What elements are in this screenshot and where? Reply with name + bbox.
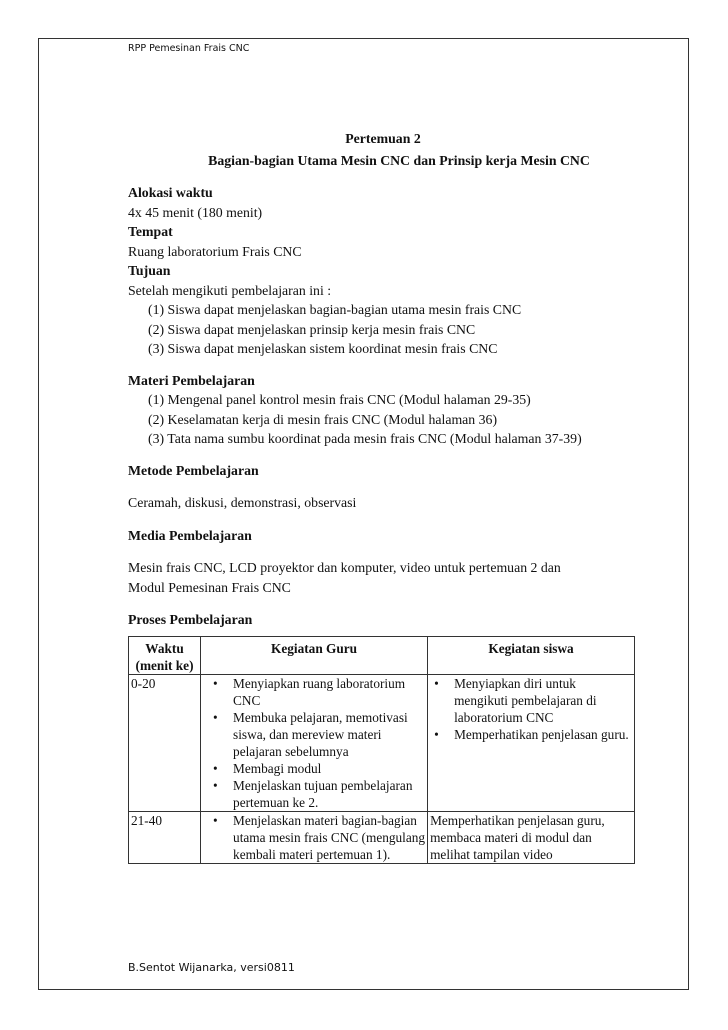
list-item: • Memperhatikan penjelasan guru. [430,726,632,743]
table-header-row [129,636,635,674]
proses-table [128,636,635,864]
meeting-title: Pertemuan 2 [345,131,421,146]
metode-label: Metode Pembelajaran [128,462,259,478]
guru-cell [201,674,428,811]
tempat-value: Ruang laboratorium Frais CNC [128,243,302,259]
waktu-cell: 21-40 [129,811,201,863]
list-item: • Menjelaskan tujuan pembelajaran pertemuan ke 2. [203,777,425,811]
proses-label: Proses Pembelajaran [128,612,253,627]
list-item: (2) Siswa dapat menjelaskan prinsip kerja mesin frais CNC [148,321,476,337]
list-item: (2) Keselamatan kerja di mesin frais CNC (Modul halaman 36) [148,411,498,427]
tujuan-label: Tujuan [128,263,171,278]
guru-header: Kegiatan Guru [201,636,428,674]
list-item: (1) Siswa dapat menjelaskan bagian-bagian utama mesin frais CNC [148,302,522,317]
list-item: (3) Siswa dapat menjelaskan sistem koordinat mesin frais CNC [148,341,498,356]
document-body [128,128,638,864]
waktu-cell: 0-20 [129,674,201,811]
alokasi-label: Alokasi waktu [128,185,213,200]
siswa-list [430,675,632,743]
list-item: • Menyiapkan diri untuk mengikuti pembelajaran di laboratorium CNC [430,675,632,726]
materi-label: Materi Pembelajaran [128,372,255,388]
page-footer: B.Sentot Wijanarka, versi0811 [128,961,295,974]
tempat-label: Tempat [128,224,173,239]
waktu-header: Waktu (menit ke) [129,636,201,674]
table-row [129,674,635,811]
tujuan-list [128,300,638,359]
list-item: (1) Mengenal panel kontrol mesin frais CNC (Modul halaman 29-35) [148,392,531,407]
tujuan-intro: Setelah mengikuti pembelajaran ini : [128,282,332,298]
siswa-cell [428,674,635,811]
table-row [129,811,635,863]
guru-cell [201,811,428,863]
list-item: • Menjelaskan materi bagian-bagian utama mesin frais CNC (mengulang kembali materi pertemuan 1). [203,812,425,863]
topic-title: Bagian-bagian Utama Mesin CNC dan Prinsip kerja Mesin CNC [208,153,590,168]
metode-value: Ceramah, diskusi, demonstrasi, observasi [128,495,357,510]
list-item: • Membagi modul [203,760,425,777]
materi-list [128,390,638,449]
alokasi-value: 4x 45 menit (180 menit) [128,204,263,220]
media-line-2: Modul Pemesinan Frais CNC [128,579,291,595]
guru-list [203,675,425,811]
list-item: • Membuka pelajaran, memotivasi siswa, dan mereview materi pelajaran sebelumnya [203,709,425,760]
list-item: • Menyiapkan ruang laboratorium CNC [203,675,425,709]
guru-list [203,812,425,863]
siswa-cell: Memperhatikan penjelasan guru, membaca materi di modul dan melihat tampilan video [428,811,635,863]
page-header: RPP Pemesinan Frais CNC [128,43,250,54]
media-label: Media Pembelajaran [128,527,252,543]
siswa-header: Kegiatan siswa [428,636,635,674]
media-line-1: Mesin frais CNC, LCD proyektor dan komputer, video untuk pertemuan 2 dan [128,560,561,575]
list-item: (3) Tata nama sumbu koordinat pada mesin frais CNC (Modul halaman 37-39) [148,431,582,446]
